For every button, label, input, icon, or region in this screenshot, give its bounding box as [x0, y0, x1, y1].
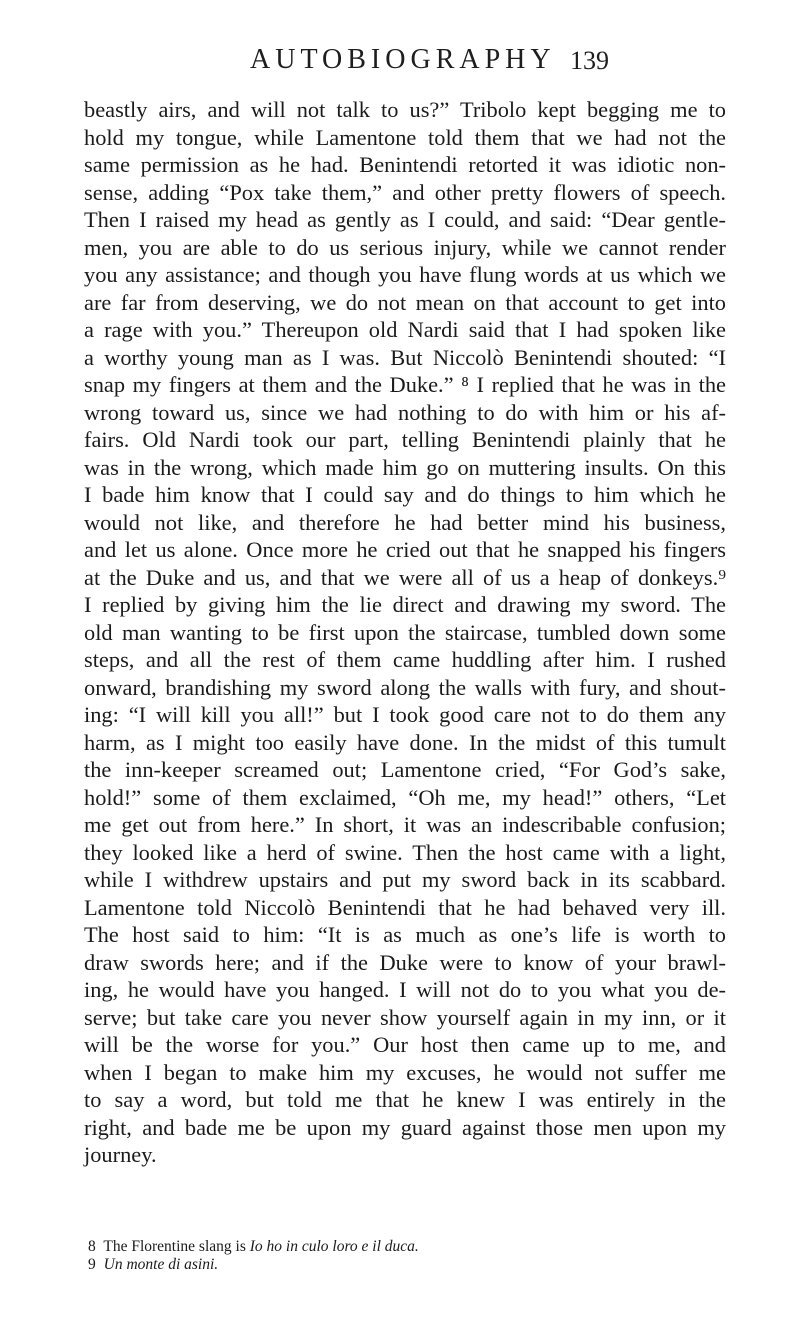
text-line: when I began to make him my excuses, he would not suffer me: [84, 1059, 726, 1085]
text-line: a rage with you.” Thereupon old Nardi said that I had spoken like: [84, 317, 726, 342]
text-line: onward, brandishing my sword along the walls with fury, and shout-: [84, 674, 726, 700]
text-line: was in the wrong, which made him go on muttering insults. On this: [84, 454, 726, 480]
text-line: men, you are able to do us serious injury, while we cannot render: [84, 234, 726, 260]
text-line: fairs. Old Nardi took our part, telling Benintendi plainly that he: [84, 427, 726, 452]
footnote-9: [88, 1256, 728, 1274]
text-line: a worthy young man as I was. But Niccolò Benintendi shouted: “I: [84, 344, 726, 370]
page-number: 139: [570, 46, 609, 75]
footnote-italic-text: Io ho in culo loro e il duca.: [249, 1238, 419, 1255]
text-line: while I withdrew upstairs and put my sword back in its scabbard.: [84, 867, 726, 892]
text-line: ing: “I will kill you all!” but I took good care not to do them any: [84, 702, 726, 727]
text-line: right, and bade me be upon my guard against those men upon my: [84, 1114, 726, 1140]
text-line: will be the worse for you.” Our host then came up to me, and: [84, 1032, 726, 1057]
text-line: ing, he would have you hanged. I will not do to you what you de-: [84, 977, 726, 1002]
text-line: you any assistance; and though you have flung words at us which we: [84, 262, 726, 287]
text-line: I replied by giving him the lie direct and drawing my sword. The: [84, 592, 726, 617]
text-line: would not like, and therefore he had better mind his business,: [84, 509, 726, 535]
text-line: at the Duke and us, and that we were all of us a heap of donkeys.⁹: [84, 564, 726, 590]
running-head: AUTOBIOGRAPHY: [250, 44, 556, 75]
text-line: snap my fingers at them and the Duke.” ⁸ I replied that he was in the: [84, 372, 726, 397]
footnote-italic-text: Un monte di asini.: [103, 1256, 219, 1273]
text-line: the inn-keeper screamed out; Lamentone cried, “For God’s sake,: [84, 757, 726, 782]
text-line: serve; but take care you never show yourself again in my inn, or it: [84, 1004, 726, 1030]
text-line: draw swords here; and if the Duke were to know of your brawl-: [84, 949, 726, 975]
text-line: Lamentone told Niccolò Benintendi that he had behaved very ill.: [84, 894, 726, 920]
text-line: beastly airs, and will not talk to us?” Tribolo kept begging me to: [84, 97, 726, 122]
text-line: old man wanting to be first upon the staircase, tumbled down some: [84, 619, 726, 645]
text-line: hold my tongue, while Lamentone told them that we had not the: [84, 124, 726, 150]
text-line: hold!” some of them exclaimed, “Oh me, my head!” others, “Let: [84, 784, 726, 810]
text-line: The host said to him: “It is as much as one’s life is worth to: [84, 922, 726, 947]
text-line: harm, as I might too easily have done. In the midst of this tumult: [84, 729, 726, 755]
footnote-number: 8: [88, 1238, 96, 1255]
text-line: and let us alone. Once more he cried out that he snapped his fingers: [84, 537, 726, 562]
footnotes: [88, 1238, 728, 1274]
footnote-8: [88, 1238, 728, 1256]
footnote-text: The Florentine slang is: [103, 1238, 246, 1255]
text-line: me get out from here.” In short, it was an indescribable confusion;: [84, 812, 726, 837]
text-line: steps, and all the rest of them came huddling after him. I rushed: [84, 647, 726, 672]
text-line: Then I raised my head as gently as I could, and said: “Dear gentle-: [84, 207, 726, 232]
page-header: [0, 44, 800, 84]
text-line: journey.: [84, 1142, 157, 1167]
text-line: they looked like a herd of swine. Then the host came with a light,: [84, 839, 726, 865]
text-line: same permission as he had. Benintendi retorted it was idiotic non-: [84, 152, 726, 177]
text-line: I bade him know that I could say and do things to him which he: [84, 482, 726, 507]
body-text: [84, 96, 726, 1169]
text-line: sense, adding “Pox take them,” and other pretty flowers of speech.: [84, 179, 726, 205]
text-line: to say a word, but told me that he knew I was entirely in the: [84, 1087, 726, 1112]
text-line: are far from deserving, we do not mean on that account to get into: [84, 289, 726, 315]
text-line: wrong toward us, since we had nothing to do with him or his af-: [84, 399, 726, 425]
footnote-number: 9: [88, 1256, 96, 1273]
